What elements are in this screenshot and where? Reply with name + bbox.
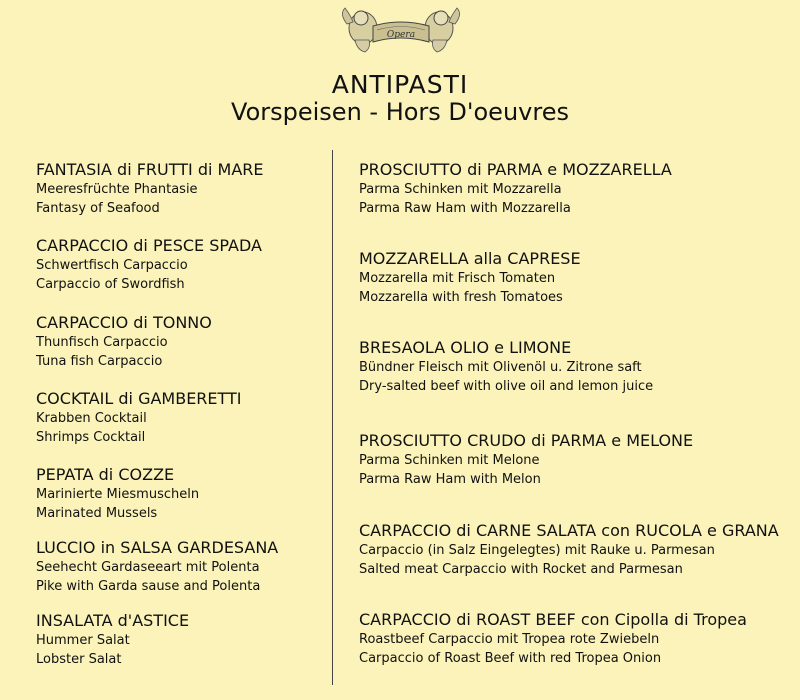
menu-item-name: CARPACCIO di PESCE SPADA (36, 236, 262, 255)
restaurant-logo (337, 4, 465, 56)
menu-item (359, 521, 779, 579)
menu-item (36, 611, 189, 669)
menu-item-english: Marinated Mussels (36, 506, 158, 521)
menu-item-name: INSALATA d'ASTICE (36, 611, 190, 630)
menu-item-name: CARPACCIO di TONNO (36, 313, 212, 332)
menu-item-german: Thunfisch Carpaccio (36, 335, 168, 350)
menu-item (359, 431, 693, 489)
menu-item-german: Parma Schinken mit Melone (359, 453, 540, 468)
menu-item-german: Krabben Cocktail (36, 411, 147, 426)
menu-item-name: CARPACCIO di CARNE SALATA con RUCOLA e GRANA (359, 521, 779, 540)
menu-item-english: Pike with Garda sause and Polenta (36, 579, 261, 594)
cherub-crest-icon (337, 4, 465, 56)
menu-item-german: Hummer Salat (36, 633, 130, 648)
menu-item (36, 538, 278, 596)
menu-item-name: PROSCIUTTO di PARMA e MOZZARELLA (359, 160, 672, 179)
menu-item-english: Parma Raw Ham with Mozzarella (359, 201, 571, 216)
menu-section-subtitle: Vorspeisen - Hors D'oeuvres (231, 98, 569, 126)
menu-item-name: PROSCIUTTO CRUDO di PARMA e MELONE (359, 431, 694, 450)
menu-item-name: BRESAOLA OLIO e LIMONE (359, 338, 572, 357)
menu-item-german: Parma Schinken mit Mozzarella (359, 182, 562, 197)
menu-item (36, 236, 262, 294)
menu-item-german: Meeresfrüchte Phantasie (36, 182, 198, 197)
logo-text: Opera (386, 30, 416, 40)
menu-item-english: Mozzarella with fresh Tomatoes (359, 290, 563, 305)
menu-item-german: Mozzarella mit Frisch Tomaten (359, 271, 556, 286)
menu-item-english: Fantasy of Seafood (36, 201, 160, 216)
menu-item-english: Salted meat Carpaccio with Rocket and Parmesan (359, 562, 683, 577)
menu-item (36, 160, 263, 218)
menu-item (359, 610, 747, 668)
menu-item-name: LUCCIO in SALSA GARDESANA (36, 538, 279, 557)
menu-item-name: MOZZARELLA alla CAPRESE (359, 249, 581, 268)
column-divider (332, 150, 333, 685)
menu-item-german: Seehecht Gardaseeart mit Polenta (36, 560, 260, 575)
menu-item-german: Bündner Fleisch mit Olivenöl u. Zitrone saft (359, 360, 642, 375)
menu-item (359, 160, 672, 218)
menu-item (359, 338, 653, 396)
menu-item-english: Carpaccio of Roast Beef with red Tropea Onion (359, 651, 662, 666)
menu-item-english: Carpaccio of Swordfish (36, 277, 185, 292)
menu-item (36, 465, 199, 523)
menu-item-name: FANTASIA di FRUTTI di MARE (36, 160, 264, 179)
menu-item-german: Marinierte Miesmuscheln (36, 487, 200, 502)
menu-item-name: CARPACCIO di ROAST BEEF con Cipolla di Tropea (359, 610, 747, 629)
menu-item-english: Parma Raw Ham with Melon (359, 472, 541, 487)
menu-item-name: COCKTAIL di GAMBERETTI (36, 389, 242, 408)
menu-item (36, 313, 212, 371)
menu-item-name: PEPATA di COZZE (36, 465, 175, 484)
menu-item-english: Tuna fish Carpaccio (36, 354, 163, 369)
menu-item-german: Roastbeef Carpaccio mit Tropea rote Zwiebeln (359, 632, 660, 647)
menu-item-german: Carpaccio (in Salz Eingelegtes) mit Rauke u. Parmesan (359, 543, 715, 558)
menu-item (359, 249, 581, 307)
menu-section-title: ANTIPASTI (331, 70, 469, 99)
menu-item-english: Shrimps Cocktail (36, 430, 146, 445)
menu-item-english: Dry-salted beef with olive oil and lemon juice (359, 379, 654, 394)
menu-item (36, 389, 242, 447)
menu-item-german: Schwertfisch Carpaccio (36, 258, 188, 273)
menu-item-english: Lobster Salat (36, 652, 122, 667)
